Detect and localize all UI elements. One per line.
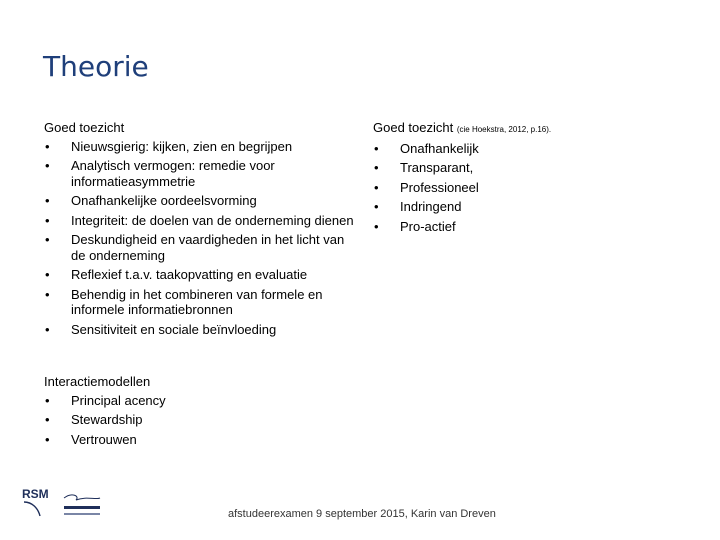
slide-title: Theorie [43, 50, 149, 83]
citation-note: (cie Hoekstra, 2012, p.16). [456, 125, 552, 134]
list-item: • Principal acency [44, 393, 344, 409]
left-column [44, 120, 354, 341]
left-column-heading: Goed toezicht [44, 120, 125, 135]
left-bullet-list [44, 139, 354, 338]
list-item: • Deskundigheid en vaardigheden in het licht van de onderneming [44, 232, 354, 263]
list-item: • Onafhankelijke oordeelsvorming [44, 193, 354, 209]
right-column [373, 120, 703, 238]
interaction-models-section [44, 374, 344, 451]
right-column-heading-text: Goed toezicht [373, 120, 454, 135]
svg-text:RSM: RSM [22, 487, 49, 501]
list-item: • Pro-actief [373, 219, 703, 235]
list-item: • Analytisch vermogen: remedie voor informatieasymmetrie [44, 158, 354, 189]
interaction-heading: Interactiemodellen [44, 374, 151, 389]
rsm-logo [20, 486, 120, 520]
right-bullet-list [373, 141, 703, 235]
list-item: • Integriteit: de doelen van de onderneming dienen [44, 213, 354, 229]
right-column-heading [373, 120, 703, 138]
list-item: • Professioneel [373, 180, 703, 196]
interaction-bullet-list [44, 393, 344, 448]
list-item: • Stewardship [44, 412, 344, 428]
list-item: • Vertrouwen [44, 432, 344, 448]
footer-text: afstudeerexamen 9 september 2015, Karin van Dreven [228, 508, 496, 520]
list-item: • Reflexief t.a.v. taakopvatting en evaluatie [44, 267, 354, 283]
list-item: • Nieuwsgierig: kijken, zien en begrijpen [44, 139, 354, 155]
list-item: • Behendig in het combineren van formele en informele informatiebronnen [44, 287, 354, 318]
list-item: • Transparant, [373, 160, 703, 176]
list-item: • Sensitiviteit en sociale beïnvloeding [44, 322, 354, 338]
list-item: • Indringend [373, 199, 703, 215]
erasmus-logo-icon [20, 486, 120, 520]
list-item: • Onafhankelijk [373, 141, 703, 157]
